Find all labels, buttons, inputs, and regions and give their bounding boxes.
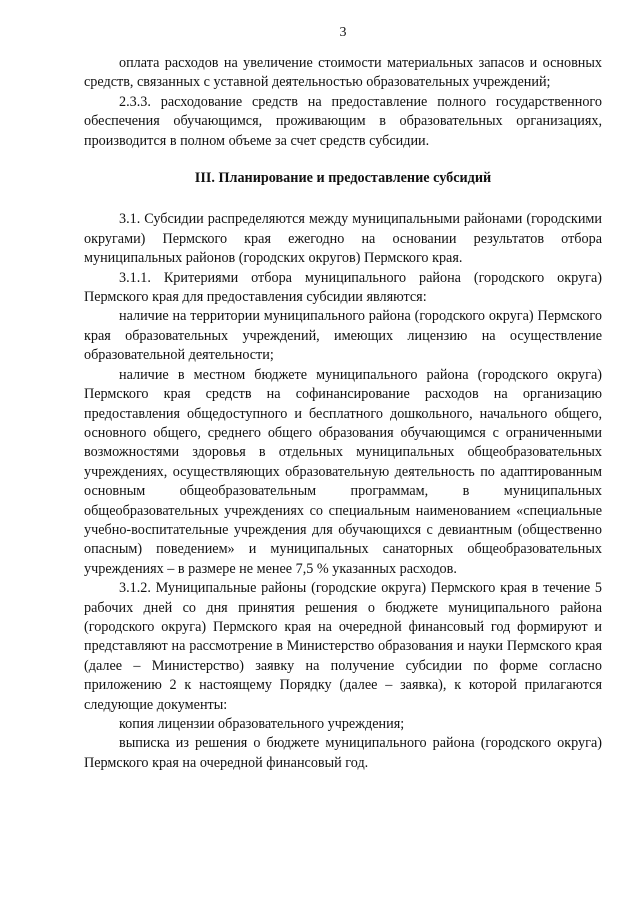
paragraph-doc-license-copy: копия лицензии образовательного учреждения; [119, 716, 405, 732]
paragraph-3-1-1: 3.1.1. Критериями отбора муниципального района (городского округа) Пермского края для предоставления субсидии являются: [84, 269, 602, 306]
paragraph-doc-budget-extract: выписка из решения о бюджете муниципального района (городского округа) Пермского края на очередной финансовый год. [84, 735, 602, 771]
paragraph-criterion-license: наличие на территории муниципального района (городского округа) Пермского края образовательных учреждений, имеющих лицензию на осуществление образовательной деятельности; [84, 308, 602, 364]
paragraph-3-1: 3.1. Субсидии распределяются между муниципальными районами (городскими округами) Пермского края ежегодно на основании результатов отбора муниципальных районов (городских округов) Пермского края. [84, 211, 602, 267]
paragraph-2-3-3: 2.3.3. расходование средств на предоставление полного государственного обеспечения обучающимся, проживающим в образовательных организациях, производится в полном объеме за счет средств субсидии. [84, 93, 602, 149]
page-number: 3 [339, 25, 347, 40]
section-heading: III. Планирование и предоставление субсидий [194, 170, 492, 187]
paragraph-criterion-budget: наличие в местном бюджете муниципального района (городского округа) Пермского края средств на софинансирование расходов на организацию предоставления общедоступного и бесплатного дошкольного, начального общего, основного общего, среднего общего образования обучающимся с ограниченными возможностями здоровья в отдельных муниципальных общеобразовательных учреждениях, осуществляющих образовательную деятельность по адаптированным основным общеобразовательным программам, в муниципальных общеобразовательных учреждениях со специальным наименованием «специальные учебно-воспитательные учреждения для обучающихся с девиантным (общественно опасным) поведением» и муниципальных санаторных общеобразовательных учреждениях – в размере не менее 7,5 % указанных расходов. [84, 366, 602, 577]
paragraph-3-1-2: 3.1.2. Муниципальные районы (городские округа) Пермского края в течение 5 рабочих дней со дня принятия решения о бюджете муниципального района (городского округа) Пермского края на очередной финансовый год формируют и представляют на рассмотрение в Министерство образования и науки Пермского края (далее – Министерство) заявку на получение субсидии по форме согласно приложению 2 к настоящему Порядку (далее – заявка), к которой прилагаются следующие документы: [84, 580, 602, 713]
paragraph-expenses-materials: оплата расходов на увеличение стоимости материальных запасов и основных средств, связанных с уставной деятельностью образовательных учреждений; [84, 55, 602, 91]
